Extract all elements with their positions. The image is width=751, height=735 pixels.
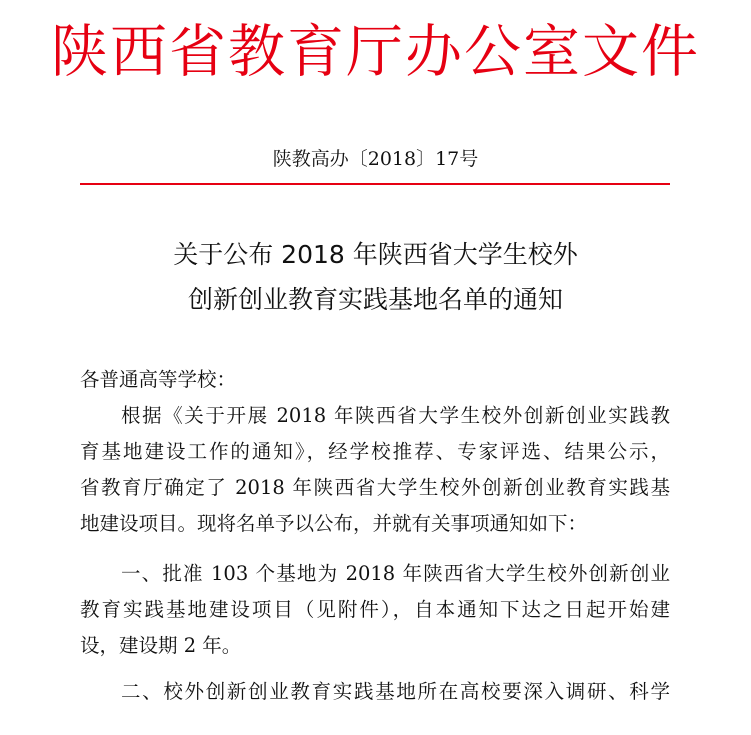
body-paragraph-line: 教育实践基地建设项目（见附件），自本通知下达之日起开始建 [80,598,670,621]
notice-title-line-1: 关于公布 2018 年陕西省大学生校外 [173,240,578,269]
notice-title-line-2: 创新创业教育实践基地名单的通知 [187,285,563,314]
document-header-title: 陕西省教育厅办公室文件 [51,19,700,85]
salutation: 各普通高等学校： [80,368,237,391]
body-paragraph-line: 地建设项目。现将名单予以公布，并就有关事项通知如下： [80,512,588,535]
body-paragraph-line: 一、批准 103 个基地为 2018 年陕西省大学生校外创新创业 [121,562,670,585]
document-number: 陕教高办〔2018〕17号 [272,148,479,170]
red-divider-line [80,183,670,185]
body-paragraph-line: 设，建设期 2 年。 [80,634,242,657]
body-paragraph-line: 二、校外创新创业教育实践基地所在高校要深入调研、科学 [121,680,670,703]
body-paragraph-line: 省教育厅确定了 2018 年陕西省大学生校外创新创业教育实践基 [80,476,670,499]
body-paragraph-line: 根据《关于开展 2018 年陕西省大学生校外创新创业实践教 [121,404,670,427]
body-paragraph-line: 育基地建设工作的通知》，经学校推荐、专家评选、结果公示， [80,440,670,463]
